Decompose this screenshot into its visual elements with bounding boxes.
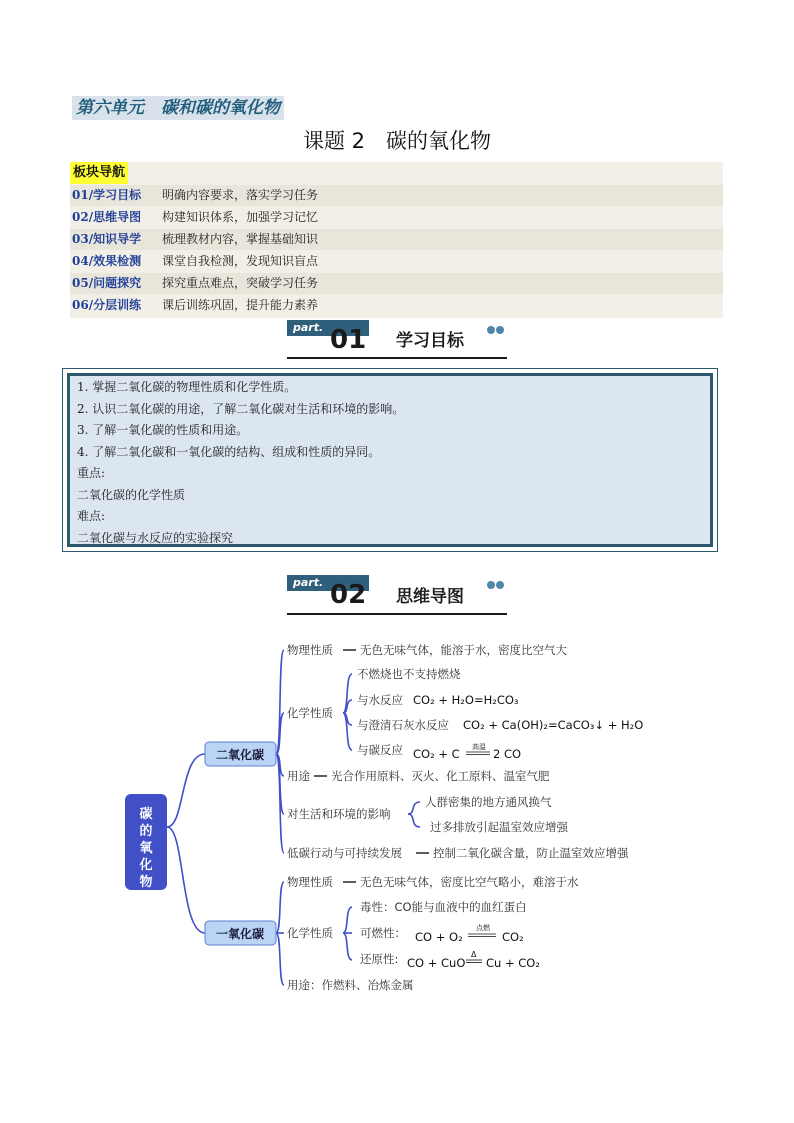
root-char: 化 xyxy=(139,858,153,873)
nav-heading: 板块导航 xyxy=(70,162,128,184)
co-physical-text: 无色无味气体，密度比空气略小，难溶于水 xyxy=(360,875,579,889)
part-name: 学习目标 xyxy=(396,331,464,351)
nav-item[interactable] xyxy=(70,295,723,316)
part-badge: part. xyxy=(287,575,369,591)
co-chem-eq-left: CO + CuO xyxy=(407,956,466,970)
co2-chem-item: 不燃烧也不支持燃烧 xyxy=(357,667,461,681)
co-chem-eq-cond: Δ xyxy=(471,950,477,959)
co2-env-item: 过多排放引起温室效应增强 xyxy=(430,820,568,834)
co-chem-item: 毒性：CO能与血液中的血红蛋白 xyxy=(360,900,527,914)
nav-item-code: 03/知识导学 xyxy=(72,232,142,246)
nav-item-code: 02/思维导图 xyxy=(72,210,142,224)
nav-item-desc: 课后训练巩固，提升能力素养 xyxy=(162,298,319,312)
co-chem-item: 还原性: xyxy=(360,952,399,966)
nav-item-code: 04/效果检测 xyxy=(72,254,142,268)
nav-item[interactable] xyxy=(70,229,723,250)
co-node-label: 一氧化碳 xyxy=(215,927,265,941)
nav-item-desc: 课堂自我检测，发现知识盲点 xyxy=(162,254,319,268)
nav-item-desc: 梳理教材内容，掌握基础知识 xyxy=(162,232,319,246)
root-char: 的 xyxy=(139,824,153,839)
goal-line: 1. 掌握二氧化碳的物理性质和化学性质。 xyxy=(77,380,297,394)
co2-chem-item: 与碳反应 xyxy=(357,743,403,757)
nav-item-desc: 明确内容要求，落实学习任务 xyxy=(162,188,319,202)
co-chem-eq-right: Cu + CO₂ xyxy=(486,956,540,970)
co2-chem-item: 与水反应 xyxy=(357,693,403,707)
nav-item-code: 01/学习目标 xyxy=(72,188,142,202)
nav-item[interactable] xyxy=(70,251,723,272)
co2-use-text: 光合作用原料、灭火、化工原料、温室气肥 xyxy=(331,769,550,783)
co2-node-label: 二氧化碳 xyxy=(215,748,265,762)
co-chem-eq-left: CO + O₂ xyxy=(415,930,463,944)
goal-line: 难点: xyxy=(77,509,106,523)
goal-line: 3. 了解一氧化碳的性质和用途。 xyxy=(77,423,249,437)
droplets-icon xyxy=(486,575,506,594)
co-physical-label: 物理性质 xyxy=(287,875,333,889)
root-char: 氧 xyxy=(139,841,153,856)
co2-chemical-label: 化学性质 xyxy=(287,706,333,720)
co-chemical-label: 化学性质 xyxy=(287,926,333,940)
co2-chem-eq: CO₂ + Ca(OH)₂=CaCO₃↓ + H₂O xyxy=(463,718,644,732)
goal-line: 重点: xyxy=(77,466,106,480)
lesson-title: 课题 2 碳的氧化物 xyxy=(302,129,492,153)
co2-chem-eq-left: CO₂ + C xyxy=(413,747,460,761)
nav-item[interactable] xyxy=(70,185,723,206)
goal-line: 二氧化碳的化学性质 xyxy=(77,488,186,502)
nav-item-code: 06/分层训练 xyxy=(72,298,142,312)
co2-chem-item: 与澄清石灰水反应 xyxy=(357,718,449,732)
goal-line: 二氧化碳与水反应的实验探究 xyxy=(77,531,234,545)
part-divider xyxy=(287,613,507,615)
co2-use-label: 用途 xyxy=(287,769,310,783)
co2-env-item: 人群密集的地方通风换气 xyxy=(425,795,552,809)
co-chem-eq-right: CO₂ xyxy=(502,930,524,944)
co2-lowcarbon-label: 低碳行动与可持续发展 xyxy=(287,846,402,860)
co-chem-item: 可燃性： xyxy=(360,926,406,940)
co2-env-label: 对生活和环境的影响 xyxy=(287,807,391,821)
nav-item-desc: 构建知识体系，加强学习记忆 xyxy=(162,210,319,224)
co2-physical-text: 无色无味气体，能溶于水，密度比空气大 xyxy=(360,643,567,657)
nav-item-desc: 探究重点难点，突破学习任务 xyxy=(162,276,319,290)
co2-chem-eq: CO₂ + H₂O=H₂CO₃ xyxy=(413,693,519,707)
part-divider xyxy=(287,357,507,359)
droplets-icon xyxy=(486,320,506,339)
root-char: 碳 xyxy=(139,807,153,822)
part-name: 思维导图 xyxy=(396,587,464,607)
co-use-label: 用途：作燃料、冶炼金属 xyxy=(287,978,414,992)
part-badge: part. xyxy=(287,320,369,336)
co2-chem-eq-cond: 高温 xyxy=(472,743,486,751)
part-number: 02 xyxy=(330,580,367,610)
co2-chem-eq-right: 2 CO xyxy=(493,747,522,761)
mind-map xyxy=(0,620,794,1010)
co2-physical-label: 物理性质 xyxy=(287,643,333,657)
co2-lowcarbon-text: 控制二氧化碳含量，防止温室效应增强 xyxy=(433,846,629,860)
learning-goals-inner xyxy=(67,373,713,547)
nav-item-code: 05/问题探究 xyxy=(72,276,142,290)
co-chem-eq-cond: 点燃 xyxy=(476,924,490,932)
part-number: 01 xyxy=(330,325,367,355)
goal-line: 2. 认识二氧化碳的用途，了解二氧化碳对生活和环境的影响。 xyxy=(77,402,405,416)
nav-item[interactable] xyxy=(70,273,723,294)
learning-goals-box xyxy=(62,368,718,552)
nav-item[interactable] xyxy=(70,207,723,228)
unit-title: 第六单元 碳和碳的氧化物 xyxy=(72,96,284,120)
goal-line: 4. 了解二氧化碳和一氧化碳的结构、组成和性质的异同。 xyxy=(77,445,381,459)
root-char: 物 xyxy=(139,875,153,890)
